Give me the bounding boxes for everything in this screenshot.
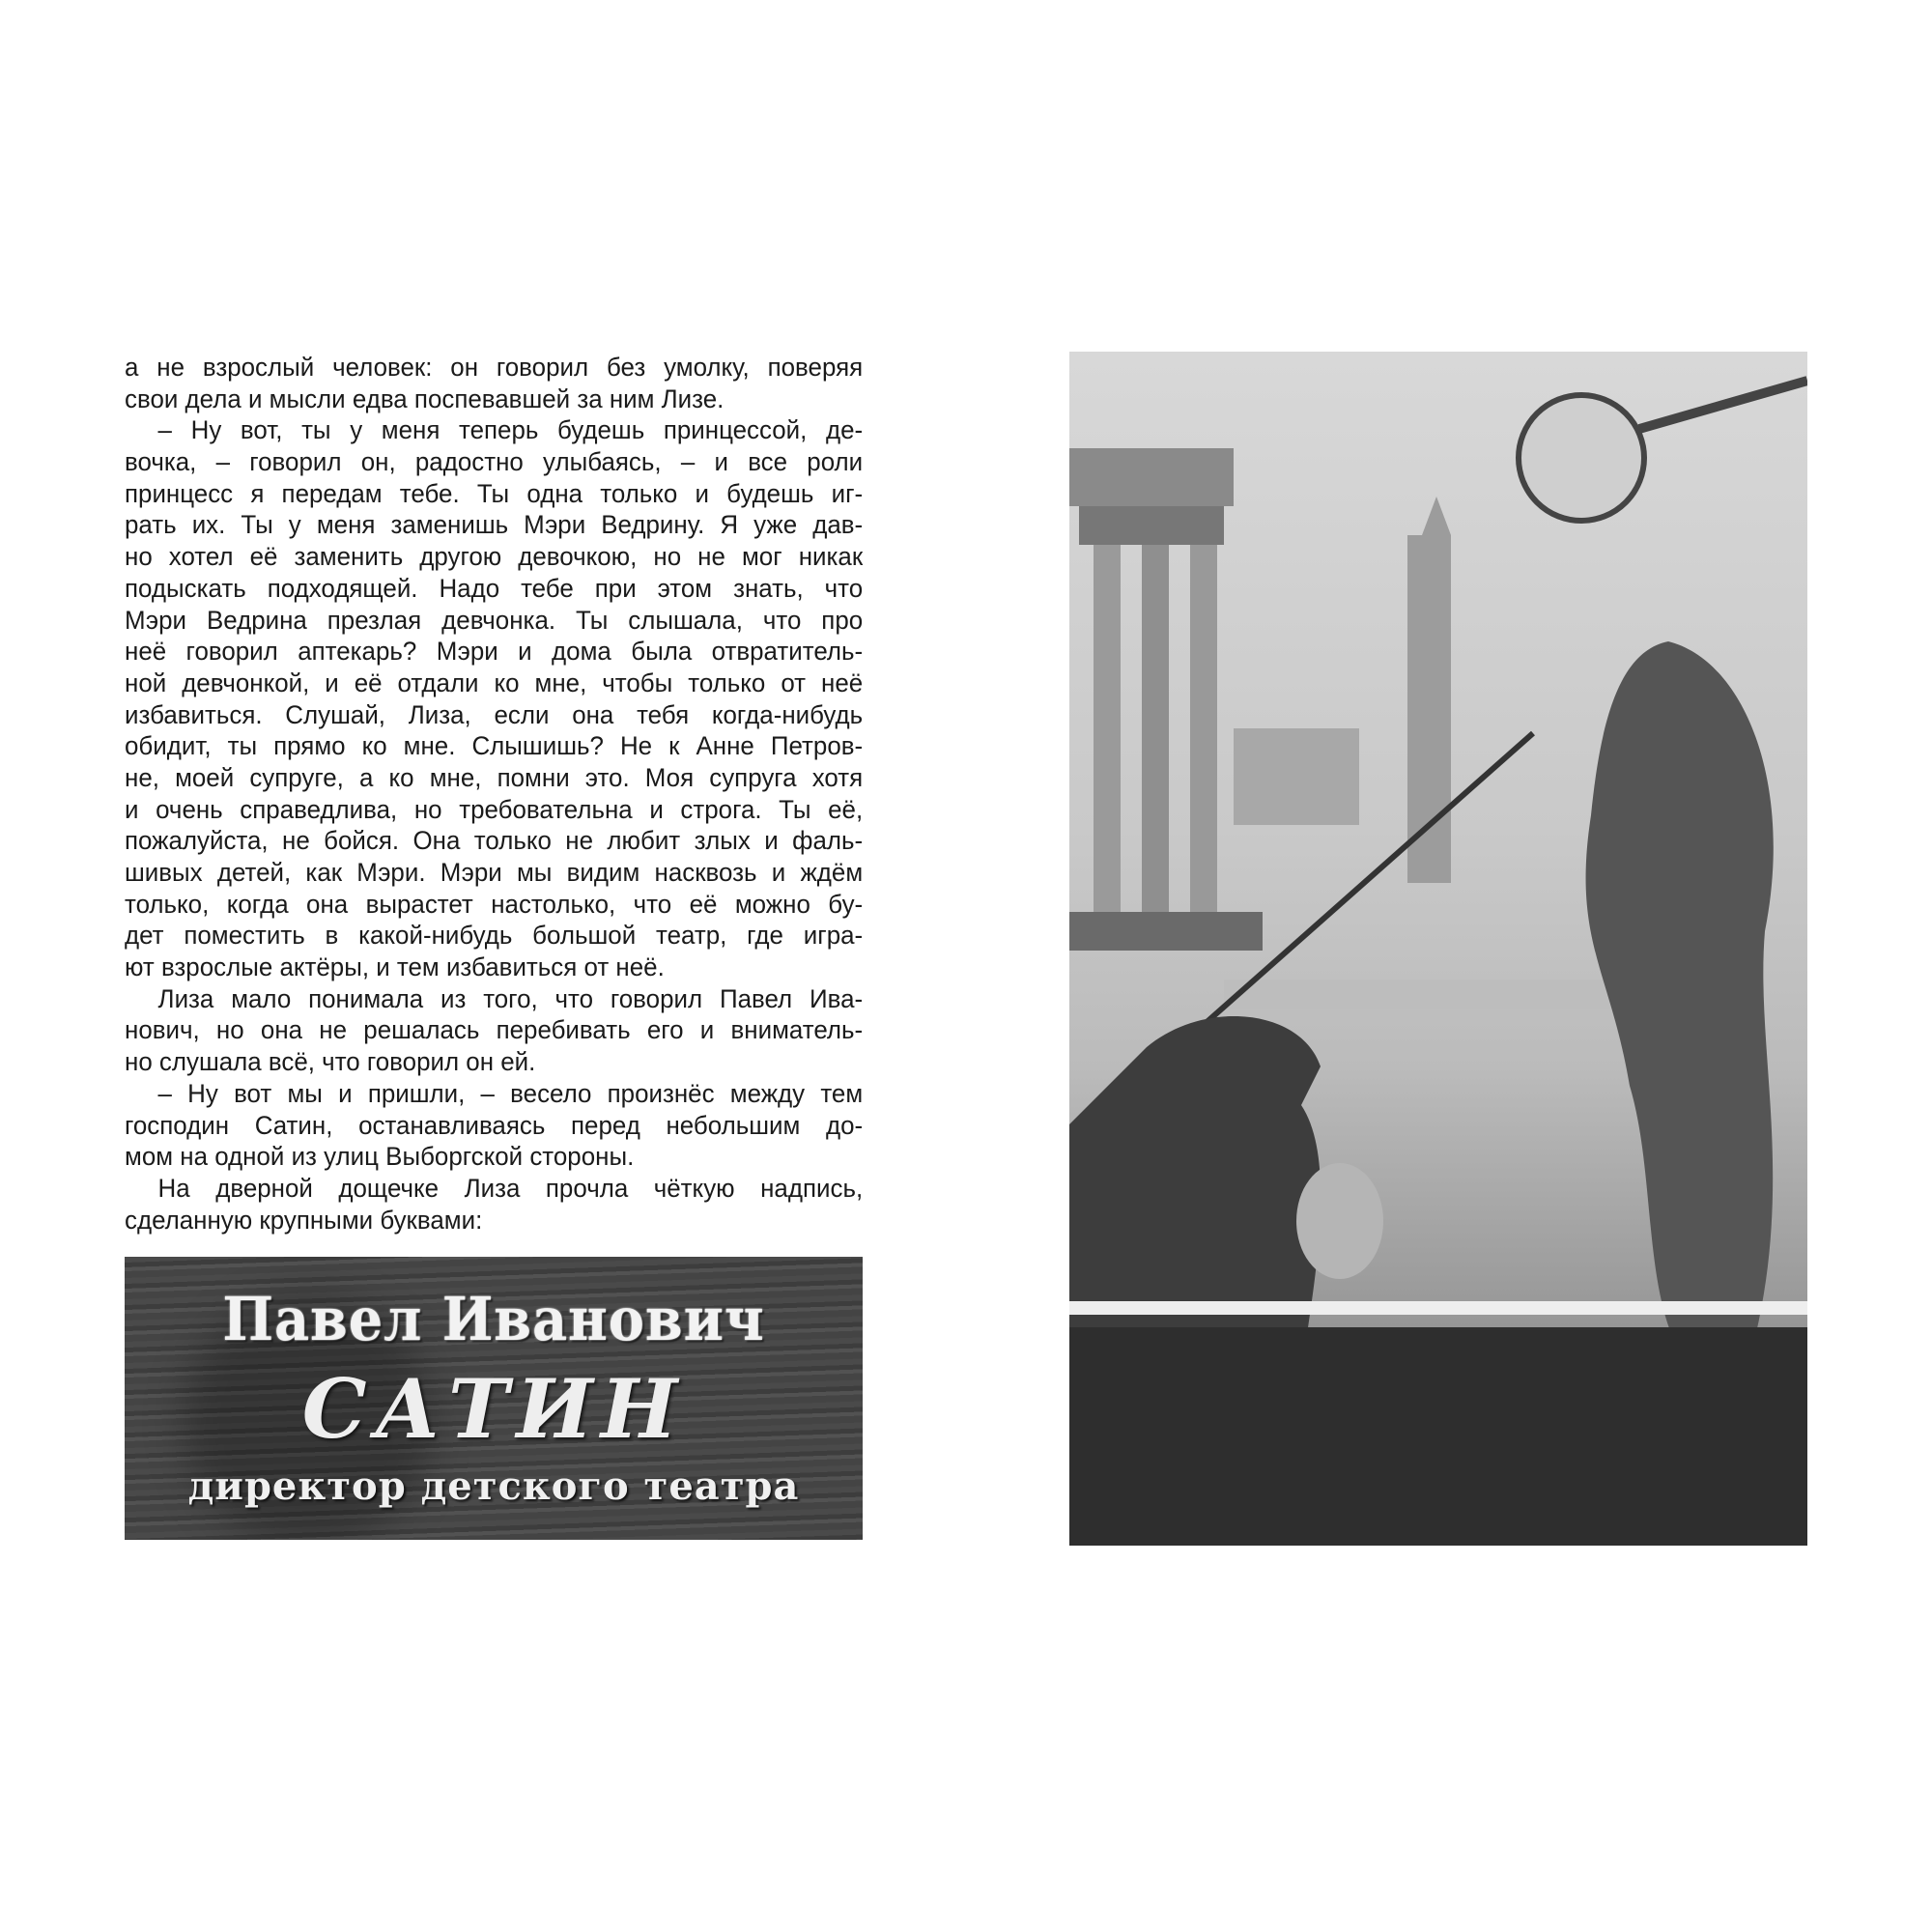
text-line: но хотел её заменить другою девочкою, но не мог никак bbox=[125, 542, 864, 572]
text-line: дет поместить в какой-нибудь большой театр, где игра- bbox=[125, 921, 864, 951]
text-line: – Ну вот мы и пришли, – весело произнёс между тем bbox=[157, 1078, 864, 1108]
text-line: шивых детей, как Мэри. Мэри мы видим насквозь и ждём bbox=[125, 858, 864, 887]
text-line: сделанную крупными буквами: bbox=[125, 1205, 483, 1235]
text-line: На дверной дощечке Лиза прочла чёткую надпись, bbox=[157, 1173, 864, 1203]
text-line: неё говорил аптекарь? Мэри и дома была отвратитель- bbox=[125, 637, 864, 667]
sign-name: Павел Иванович bbox=[222, 1284, 765, 1354]
text-line: и очень справедлива, но требовательна и строга. Ты её, bbox=[125, 794, 864, 824]
text-line: Лиза мало понимала из того, что говорил Павел Ива- bbox=[157, 983, 864, 1013]
text-line: господин Сатин, останавливаясь перед небольшим до- bbox=[125, 1110, 864, 1140]
text-line: ной девчонкой, и её отдали ко мне, чтобы только от неё bbox=[125, 668, 864, 697]
text-line: нович, но она не решалась перебивать его и вниматель- bbox=[125, 1015, 864, 1045]
sign-surname: САТИН bbox=[301, 1361, 686, 1457]
illustration bbox=[1069, 352, 1807, 1546]
text-line: ют взрослые актёры, и тем избавиться от неё. bbox=[125, 952, 665, 982]
text-line: обидит, ты прямо ко мне. Слышишь? Не к Анне Петров- bbox=[125, 731, 864, 761]
text-line: вочка, – говорил он, радостно улыбаясь, – и все роли bbox=[125, 447, 864, 477]
body-text bbox=[125, 352, 863, 1236]
text-line: не, моей супруге, а ко мне, помни это. Моя супруга хотя bbox=[125, 762, 864, 792]
text-line: мом на одной из улиц Выборгской стороны. bbox=[125, 1142, 635, 1172]
text-line: рать их. Ты у меня заменишь Мэри Ведрину. Я уже дав- bbox=[125, 510, 864, 540]
text-line: избавиться. Слушай, Лиза, если она тебя когда-нибудь bbox=[125, 699, 864, 729]
text-line: пожалуйста, не бойся. Она только не любит злых и фаль- bbox=[125, 826, 864, 856]
text-line: свои дела и мысли едва поспевавшей за ним Лизе. bbox=[125, 384, 724, 413]
text-line: а не взрослый человек: он говорил без умолку, поверяя bbox=[125, 353, 864, 382]
illustration-drawing bbox=[1069, 352, 1807, 1546]
text-line: но слушала всё, что говорил он ей. bbox=[125, 1047, 536, 1077]
door-sign bbox=[125, 1257, 863, 1540]
sign-title: директор детского театра bbox=[187, 1463, 800, 1509]
text-line: принцесс я передам тебе. Ты одна только и будешь иг- bbox=[125, 478, 864, 508]
text-line: Мэри Ведрина презлая девчонка. Ты слышала, что про bbox=[125, 605, 864, 635]
text-line: только, когда она вырастет настолько, что её можно бу- bbox=[125, 889, 864, 919]
text-line: – Ну вот, ты у меня теперь будешь принцессой, де- bbox=[157, 415, 864, 445]
text-line: подыскать подходящей. Надо тебе при этом знать, что bbox=[125, 573, 864, 603]
